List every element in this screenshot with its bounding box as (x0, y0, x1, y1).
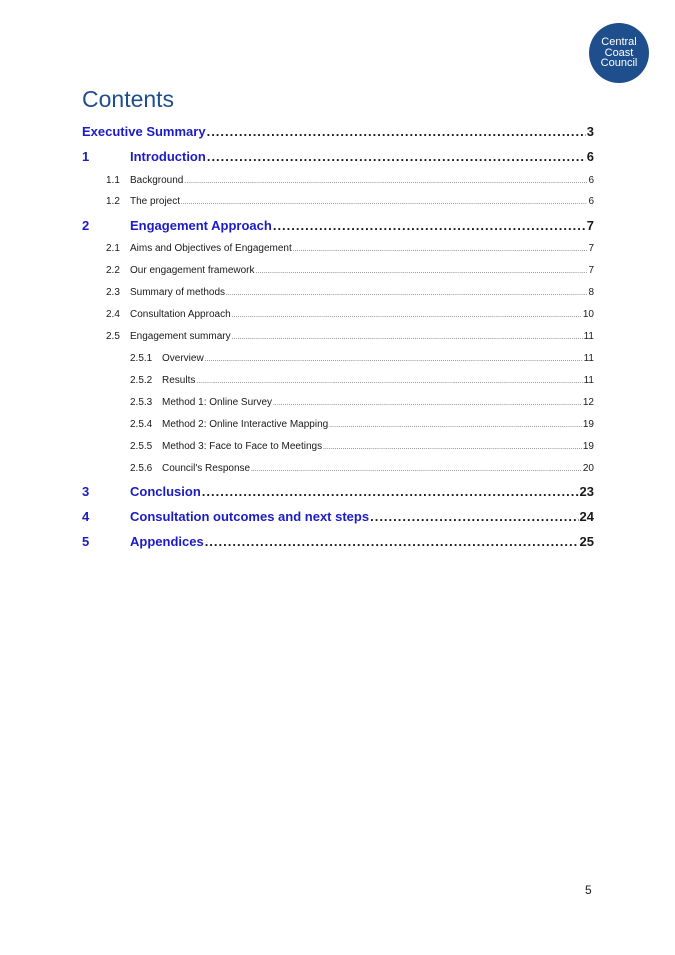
toc-dot-leader (293, 247, 588, 253)
toc-entry[interactable] (82, 463, 594, 474)
toc-entry-page: 6 (588, 196, 594, 207)
toc-entry-label[interactable]: Appendices (130, 534, 204, 549)
toc-entry-label[interactable]: Engagement Approach (130, 218, 272, 233)
toc-entry-number: 5 (82, 534, 90, 549)
toc-entry-number: 2.2 (106, 265, 120, 276)
toc-entry-number: 2.5.2 (130, 375, 153, 386)
toc-entry[interactable] (82, 265, 594, 276)
toc-entry[interactable] (82, 149, 594, 164)
toc-entry[interactable] (82, 124, 594, 139)
toc-entry[interactable] (82, 309, 594, 320)
toc-entry-page: 11 (583, 353, 594, 364)
toc-dot-leader (256, 269, 588, 275)
toc-entry-label[interactable]: Method 3: Face to Face to Meetings (162, 441, 323, 452)
toc-entry-number: 2.5.6 (130, 463, 153, 474)
logo-line-3: Council (600, 57, 638, 70)
toc-entry-number: 2.5 (106, 331, 120, 342)
contents-title: Contents (82, 86, 175, 112)
logo-line-2: Coast (604, 46, 634, 59)
toc-entry-number: 2.5.1 (130, 353, 153, 364)
toc-entry-label[interactable]: The project (130, 196, 181, 207)
toc-dot-leader (273, 401, 582, 407)
toc-entry[interactable] (82, 175, 594, 186)
toc-entry-page: 6 (588, 175, 594, 186)
toc-dot-leader (205, 357, 583, 363)
toc-entry-number: 2 (82, 218, 90, 233)
toc-entry[interactable] (82, 509, 594, 524)
toc-entry-label[interactable]: Overview (162, 353, 204, 364)
toc-entry-number: 2.1 (106, 243, 120, 254)
toc-entry-page: 12 (582, 397, 594, 408)
toc-entry[interactable] (82, 419, 594, 430)
toc-entry-page: 8 (588, 287, 594, 298)
toc-entry-number: 1.1 (106, 175, 120, 186)
toc-entry[interactable] (82, 375, 594, 386)
toc-entry-label[interactable]: Aims and Objectives of Engagement (130, 243, 292, 254)
toc-entry-label[interactable]: Consultation Approach (130, 309, 231, 320)
toc-dot-leader (181, 200, 587, 206)
toc-dot-leader (232, 313, 582, 319)
toc-entry[interactable] (82, 441, 594, 452)
toc-dot-leader (232, 335, 583, 341)
toc-entry-number: 4 (82, 509, 90, 524)
toc-entry-page: 19 (582, 441, 594, 452)
page-number: 5 (585, 883, 592, 897)
toc-entry-number: 1.2 (106, 196, 120, 207)
toc-entry[interactable] (82, 353, 594, 364)
toc-dot-leader (329, 423, 582, 429)
toc-dot-leader (226, 291, 587, 297)
toc-entry-page: 10 (582, 309, 594, 320)
toc-dot-leader (184, 179, 587, 185)
toc-dot-leader (207, 149, 586, 164)
toc-entry-page: 23 (579, 484, 594, 499)
toc-entry[interactable] (82, 331, 594, 342)
toc-entry-page: 20 (582, 463, 594, 474)
toc-entry[interactable] (82, 218, 594, 233)
toc-entry-label[interactable]: Conclusion (130, 484, 201, 499)
toc-entry-page: 6 (586, 149, 594, 164)
toc-entry-label[interactable]: Council's Response (162, 463, 251, 474)
toc-entry-page: 7 (586, 218, 594, 233)
toc-entry-number: 2.5.3 (130, 397, 153, 408)
toc-entry-label[interactable]: Background (130, 175, 184, 186)
toc-entry[interactable] (82, 196, 594, 207)
toc-dot-leader (273, 218, 586, 233)
toc-entry-label[interactable]: Executive Summary (82, 124, 206, 139)
toc-entry-label[interactable]: Our engagement framework (130, 265, 255, 276)
toc-entry-number: 3 (82, 484, 90, 499)
toc-entry-label[interactable]: Summary of methods (130, 287, 226, 298)
toc-dot-leader (370, 509, 578, 524)
toc-entry-number: 2.5.5 (130, 441, 153, 452)
toc-entry-number: 2.5.4 (130, 419, 153, 430)
toc-entry-page: 11 (583, 375, 594, 386)
toc-entry-page: 11 (583, 331, 594, 342)
council-logo (589, 23, 649, 83)
toc-dot-leader (196, 379, 582, 385)
toc-entry[interactable] (82, 287, 594, 298)
toc-entry-page: 7 (588, 265, 594, 276)
toc-entry-label[interactable]: Results (162, 375, 196, 386)
toc-entry-number: 2.4 (106, 309, 120, 320)
logo-line-1: Central (601, 36, 637, 49)
toc-entry-number: 1 (82, 149, 90, 164)
toc-dot-leader (207, 124, 586, 139)
toc-entry-page: 3 (586, 124, 594, 139)
toc-entry-label[interactable]: Consultation outcomes and next steps (130, 509, 370, 524)
toc-entry-page: 19 (582, 419, 594, 430)
toc-entry-label[interactable]: Method 1: Online Survey (162, 397, 273, 408)
toc-entry-label[interactable]: Method 2: Online Interactive Mapping (162, 419, 329, 430)
toc-dot-leader (251, 467, 582, 473)
toc-dot-leader (202, 484, 579, 499)
toc-entry[interactable] (82, 484, 594, 499)
toc-entry-number: 2.3 (106, 287, 120, 298)
toc-dot-leader (323, 445, 582, 451)
toc-entry[interactable] (82, 243, 594, 254)
toc-entry-label[interactable]: Engagement summary (130, 331, 231, 342)
toc-entry-page: 24 (579, 509, 594, 524)
toc-entry[interactable] (82, 534, 594, 549)
toc-entry[interactable] (82, 397, 594, 408)
toc-entry-label[interactable]: Introduction (130, 149, 206, 164)
toc-entry-page: 25 (579, 534, 594, 549)
toc-entry-page: 7 (588, 243, 594, 254)
toc-dot-leader (205, 534, 579, 549)
